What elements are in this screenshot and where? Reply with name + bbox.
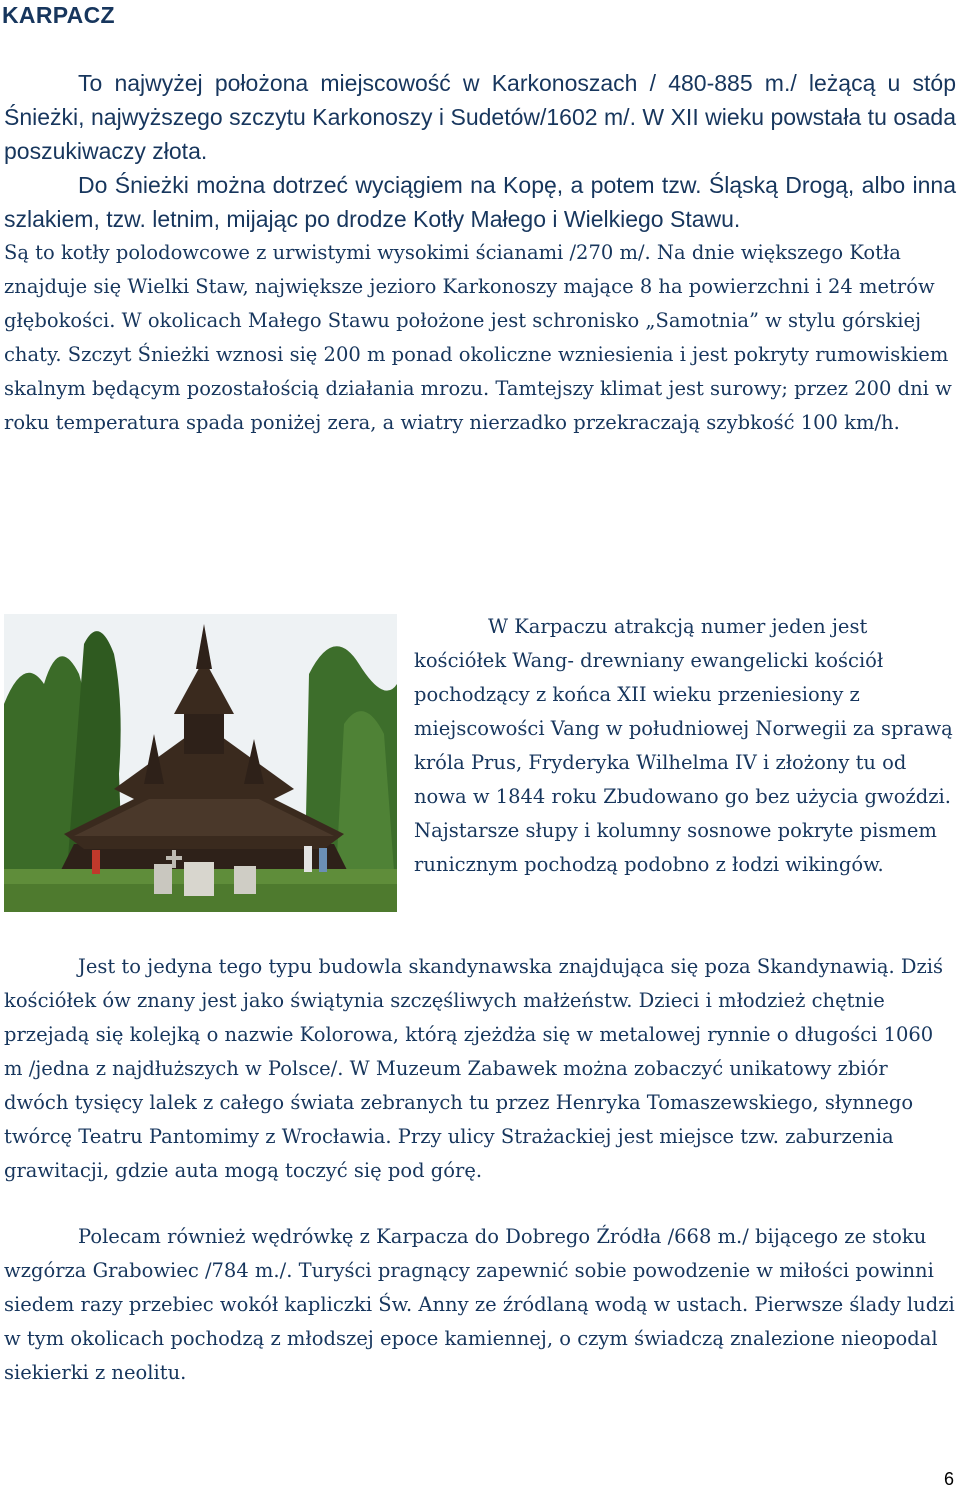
wang-church-illustration: [4, 614, 397, 912]
page-number: 6: [943, 1469, 954, 1489]
paragraph-good-spring: Polecam również wędrówkę z Karpacza do Dobrego Źródła /668 m./ bijącego ze stoku wzgórza Grabowiec /784 m./. Turyści pragnący zapewnić sobie powodzenie w miłości powinni siedem razy przebiec wokół kapliczki Św. Anny ze źródlaną wodą w ustach. Pierwsze ślady ludzi w tym okolicach pochodzą z młodszej epoce kamiennej, o czym świadczą znalezione nieopodal siekierki z neolitu.: [4, 1225, 955, 1384]
page-title: KARPACZ: [2, 2, 115, 28]
paragraph-cirques: Są to kotły polodowcowe z urwistymi wysokimi ścianami /270 m/. Na dnie większego Kotła znajduje się Wielki Staw, największe jezioro Karkonoszy mające 8 ha powierzchni i 24 metrów głębokości. W okolicach Małego Stawu położone jest schronisko „Samotnia” w stylu górskiej chaty. Szczyt Śnieżki wznosi się 200 m ponad okoliczne wzniesienia i jest pokryty rumowiskiem skalnym będącym pozostałością działania mrozu. Tamtejszy klimat jest surowy; przez 200 dni w roku temperatura spada poniżej zera, a wiatry nierzadko przekraczają szybkość 100 km/h.: [4, 241, 952, 434]
paragraph-intro: To najwyżej położona miejscowość w Karkonoszach / 480-885 m./ leżącą u stóp Śnieżki, najwyższego szczytu Karkonoszy i Sudetów/1602 m/. W XII wieku powstała tu osada poszukiwaczy złota.: [4, 70, 956, 164]
paragraph-attractions: Jest to jedyna tego typu budowla skandynawska znajdująca się poza Skandynawią. Dziś kościółek ów znany jest jako świątynia szczęśliwych małżeństw. Dzieci i młodzież chętnie przejadą się kolejką o nazwie Kolorowa, którą zjeżdża się w metalowej rynnie o długości 1060 m /jedna z najdłuższych w Polsce/. W Muzeum Zabawek można zobaczyć unikatowy zbiór dwóch tysięcy lalek z całego świata zebranych tu przez Henryka Tomaszewskiego, słynnego twórcę Teatru Pantomimy z Wrocławia. Przy ulicy Strażackiej jest miejsce tzw. zaburzenia grawitacji, gdzie auta mogą toczyć się pod górę.: [4, 955, 943, 1182]
paragraph-wang-church: W Karpaczu atrakcją numer jeden jest kościółek Wang- drewniany ewangelicki kościół pochodzący z końca XII wieku przeniesiony z miejscowości Vang w południowej Norwegii za sprawą króla Prus, Fryderyka Wilhelma IV i złożony tu od nowa w 1844 roku Zbudowano go bez użycia gwoździ. Najstarsze słupy i kolumny sosnowe pokryte pismem runicznym pochodzą podobno z łodzi wikingów.: [414, 615, 953, 876]
paragraph-route: Do Śnieżki można dotrzeć wyciągiem na Kopę, a potem tzw. Śląską Drogą, albo inna szlakiem, tzw. letnim, mijając po drodze Kotły Małego i Wielkiego Stawu.: [4, 172, 956, 232]
wang-church-photo: [4, 614, 397, 912]
